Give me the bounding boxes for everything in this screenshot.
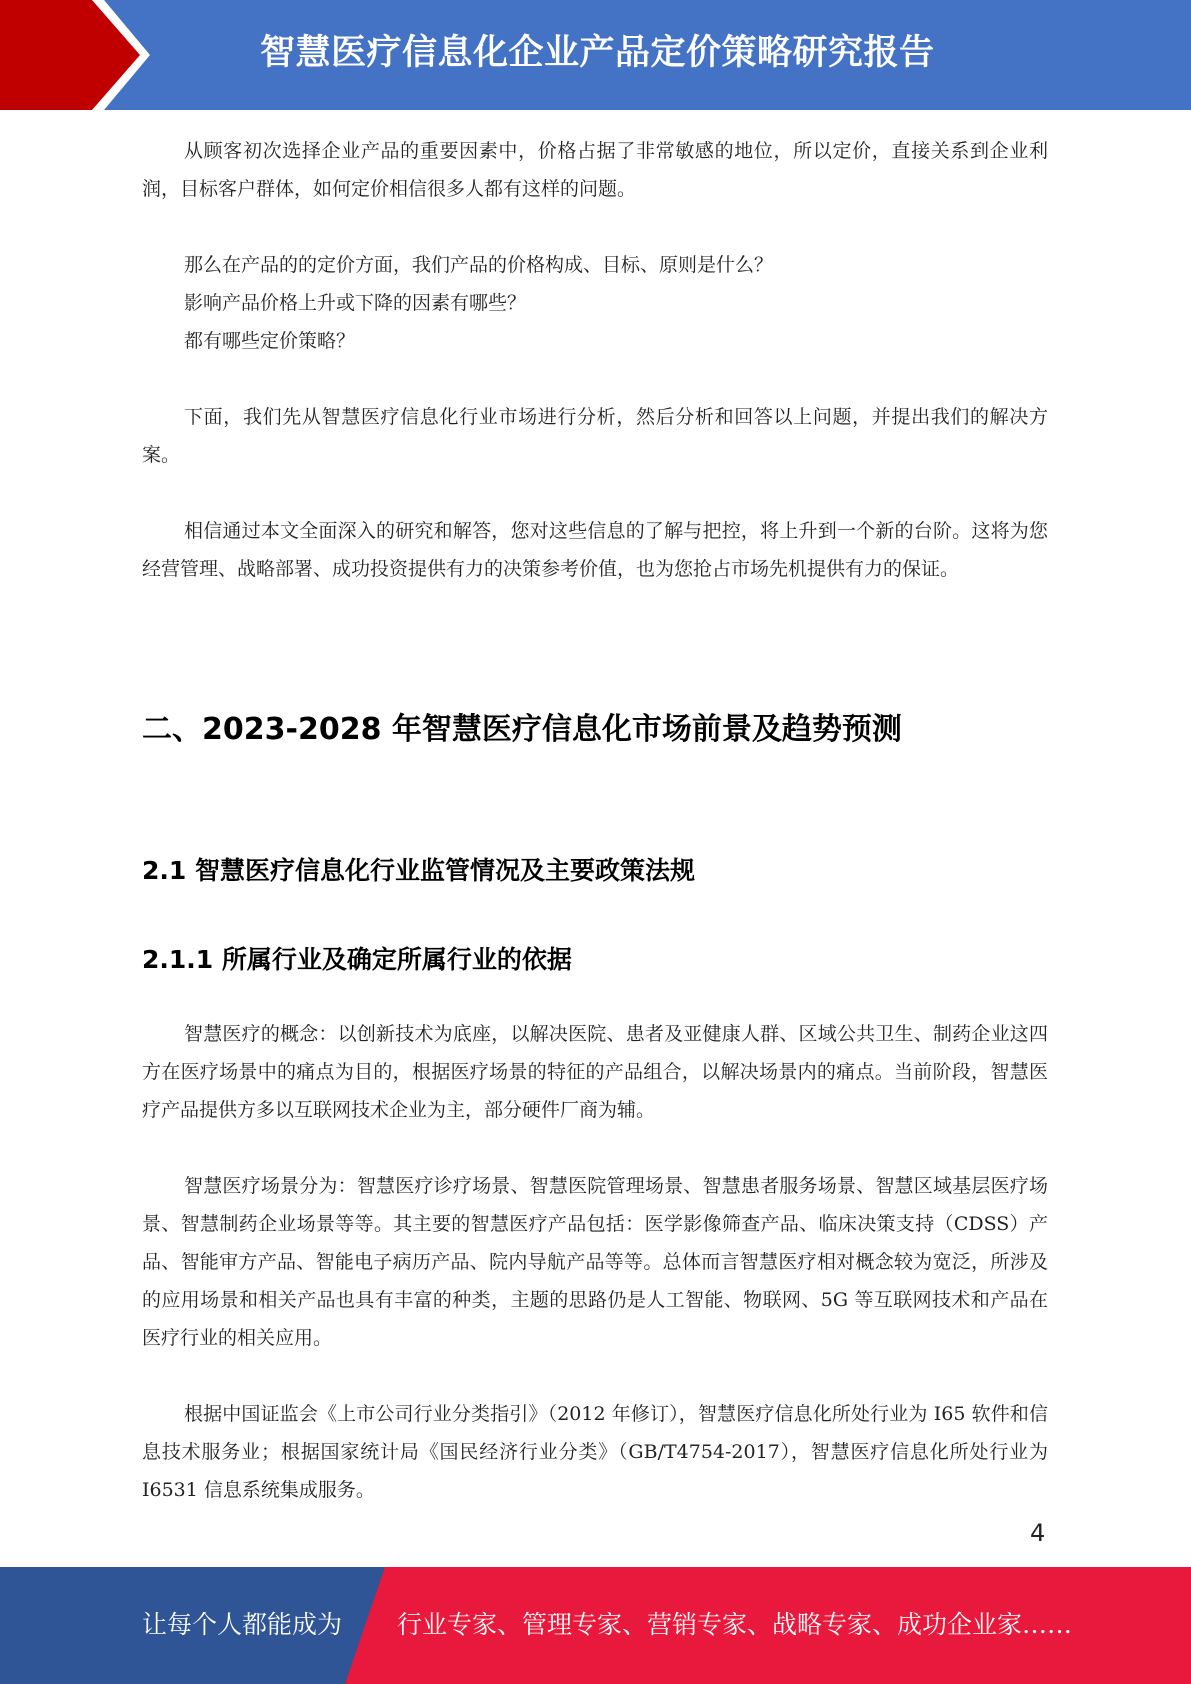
page-number: 4 [1030, 1519, 1046, 1547]
intro-paragraph-3: 相信通过本文全面深入的研究和解答，您对这些信息的了解与把控，将上升到一个新的台阶。这将为您经营管理、战略部署、成功投资提供有力的决策参考价值，也为您抢占市场先机提供有力的保证。 [142, 520, 1048, 580]
footer-slogan-right: 行业专家、管理专家、营销专家、战略专家、成功企业家…… [397, 1610, 1073, 1639]
chapter-heading: 二、2023-2028 年智慧医疗信息化市场前景及趋势预测 [142, 712, 902, 747]
intro-paragraph-1: 从顾客初次选择企业产品的重要因素中，价格占据了非常敏感的地位，所以定价，直接关系到企业利润，目标客户群体，如何定价相信很多人都有这样的问题。 [142, 140, 1048, 200]
header-chevron-decoration [0, 0, 160, 110]
section-heading: 2.1 智慧医疗信息化行业监管情况及主要政策法规 [142, 856, 695, 885]
section-body [142, 1015, 1048, 1509]
question-line-2: 影响产品价格上升或下降的因素有哪些？ [184, 292, 527, 314]
subsection-heading: 2.1.1 所属行业及确定所属行业的依据 [142, 945, 572, 974]
section-paragraph-2: 智慧医疗场景分为：智慧医疗诊疗场景、智慧医院管理场景、智慧患者服务场景、智慧区域基层医疗场景、智慧制药企业场景等等。其主要的智慧医疗产品包括：医学影像筛查产品、临床决策支持（CDSS）产品、智能审方产品、智能电子病历产品、院内导航产品等等。总体而言智慧医疗相对概念较为宽泛，所涉及的应用场景和相关产品也具有丰富的种类，主题的思路仍是人工智能、物联网、5G 等互联网技术和产品在医疗行业的相关应用。 [142, 1175, 1048, 1349]
report-title: 智慧医疗信息化企业产品定价策略研究报告 [260, 33, 935, 73]
page-footer [0, 1567, 1191, 1684]
question-line-1: 那么在产品的的定价方面，我们产品的价格构成、目标、原则是什么？ [184, 254, 774, 276]
page-header [0, 0, 1191, 110]
intro-paragraph-2: 下面，我们先从智慧医疗信息化行业市场进行分析，然后分析和回答以上问题，并提出我们的解决方案。 [142, 406, 1048, 466]
intro-section [142, 132, 1048, 588]
section-paragraph-3: 根据中国证监会《上市公司行业分类指引》（2012 年修订），智慧医疗信息化所处行业为 I65 软件和信息技术服务业；根据国家统计局《国民经济行业分类》（GB/T4754-2017），智慧医疗信息化所处行业为 I6531 信息系统集成服务。 [142, 1403, 1048, 1501]
question-line-3: 都有哪些定价策略？ [184, 330, 356, 352]
footer-slogan-left: 让每个人都能成为 [142, 1610, 343, 1639]
section-paragraph-1: 智慧医疗的概念：以创新技术为底座，以解决医院、患者及亚健康人群、区域公共卫生、制药企业这四方在医疗场景中的痛点为目的，根据医疗场景的特征的产品组合，以解决场景内的痛点。当前阶段，智慧医疗产品提供方多以互联网技术企业为主，部分硬件厂商为辅。 [142, 1023, 1048, 1121]
